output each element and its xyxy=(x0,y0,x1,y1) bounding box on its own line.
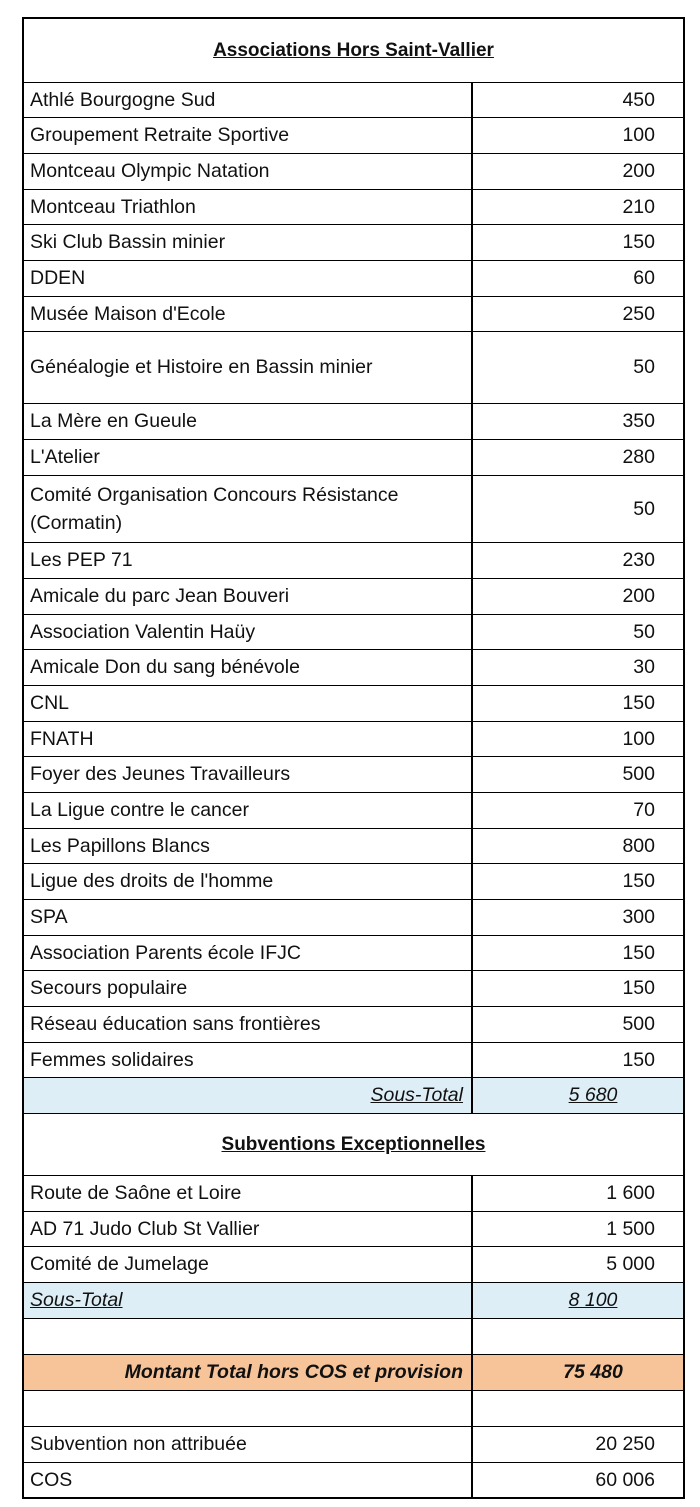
section-header-row xyxy=(24,19,683,82)
subtotal-label xyxy=(24,1283,473,1318)
association-name: Athlé Bourgogne Sud xyxy=(24,83,473,117)
empty-cell xyxy=(473,1319,683,1354)
line-name: COS xyxy=(24,1463,473,1497)
table-row xyxy=(24,1175,683,1211)
amount: 210 xyxy=(622,195,655,218)
amount: 1 600 xyxy=(606,1182,655,1204)
association-name: Association Parents école IFJC xyxy=(24,936,473,970)
association-name: Musée Maison d'Ecole xyxy=(24,297,473,331)
total-value xyxy=(473,1355,683,1390)
amount: 100 xyxy=(622,727,655,750)
association-name: Amicale du parc Jean Bouveri xyxy=(24,579,473,614)
subtotal-label-text: Sous-Total xyxy=(370,1084,463,1106)
association-name: Les PEP 71 xyxy=(24,543,473,578)
association-name: Généalogie et Histoire en Bassin minier xyxy=(24,332,473,403)
subtotal-value xyxy=(473,1078,683,1113)
subtotal-row-exceptional xyxy=(24,1282,683,1318)
table-row xyxy=(24,685,683,721)
association-name: Association Valentin Haüy xyxy=(24,615,473,649)
total-value-text: 75 480 xyxy=(563,1361,623,1383)
subtotal-row-associations xyxy=(24,1077,683,1113)
table-row xyxy=(24,721,683,756)
association-name: Amicale Don du sang bénévole xyxy=(24,650,473,685)
table-row xyxy=(24,82,683,117)
empty-cell xyxy=(24,1391,473,1426)
amount: 200 xyxy=(622,585,655,607)
association-name: DDEN xyxy=(24,261,473,296)
amount: 200 xyxy=(622,160,655,182)
table-row xyxy=(24,260,683,296)
section-title-associations: Associations Hors Saint-Vallier xyxy=(213,39,494,61)
amount: 20 250 xyxy=(595,1433,655,1455)
table-row xyxy=(24,331,683,403)
table-row xyxy=(24,1006,683,1042)
amount: 500 xyxy=(622,763,655,785)
empty-cell xyxy=(24,1319,473,1354)
table-row xyxy=(24,296,683,331)
table-row xyxy=(24,189,683,224)
amount: 5 000 xyxy=(606,1253,655,1275)
amount: 450 xyxy=(622,88,655,111)
association-name: Réseau éducation sans frontières xyxy=(24,1007,473,1042)
empty-row xyxy=(24,1390,683,1426)
association-name: Secours populaire xyxy=(24,971,473,1006)
association-name: La Ligue contre le cancer xyxy=(24,793,473,828)
association-name: Foyer des Jeunes Travailleurs xyxy=(24,757,473,792)
association-name: Comité Organisation Concours Résistance (Cormatin) xyxy=(24,476,473,542)
table-row xyxy=(24,1246,683,1282)
amount: 150 xyxy=(622,692,655,714)
subtotal-value-text: 5 680 xyxy=(568,1084,618,1106)
amount: 60 006 xyxy=(595,1468,655,1491)
amount: 50 xyxy=(633,620,655,643)
amount: 800 xyxy=(622,834,655,857)
association-name: Ski Club Bassin minier xyxy=(24,225,473,260)
table-row xyxy=(24,153,683,189)
table-row xyxy=(24,792,683,828)
table-row xyxy=(24,1211,683,1246)
table-row xyxy=(24,578,683,614)
association-name: Femmes solidaires xyxy=(24,1043,473,1077)
amount: 500 xyxy=(622,1013,655,1035)
amount: 150 xyxy=(622,977,655,999)
amount: 1 500 xyxy=(606,1217,655,1240)
section-header-row xyxy=(24,1113,683,1175)
amount: 150 xyxy=(622,941,655,964)
table-row xyxy=(24,1042,683,1077)
table-row xyxy=(24,1426,683,1462)
table-row xyxy=(24,403,683,439)
association-name: Ligue des droits de l'homme xyxy=(24,864,473,899)
table-row xyxy=(24,224,683,260)
table-row xyxy=(24,863,683,899)
total-row xyxy=(24,1354,683,1390)
amount: 350 xyxy=(622,410,655,432)
association-name: Montceau Triathlon xyxy=(24,190,473,224)
association-name: Les Papillons Blancs xyxy=(24,829,473,863)
association-name: Montceau Olympic Natation xyxy=(24,154,473,189)
empty-cell xyxy=(473,1391,683,1426)
subtotal-label-text: Sous-Total xyxy=(30,1289,123,1311)
empty-row xyxy=(24,1318,683,1354)
association-name: SPA xyxy=(24,900,473,935)
table-row xyxy=(24,756,683,792)
subsidies-table xyxy=(22,17,685,1499)
amount: 300 xyxy=(622,906,655,928)
association-name: FNATH xyxy=(24,722,473,756)
table-row xyxy=(24,649,683,685)
amount: 250 xyxy=(622,302,655,325)
association-name: La Mère en Gueule xyxy=(24,404,473,439)
table-row xyxy=(24,828,683,863)
table-row xyxy=(24,935,683,970)
amount: 150 xyxy=(622,870,655,892)
amount: 30 xyxy=(633,656,655,678)
amount: 150 xyxy=(622,231,655,253)
association-name: L'Atelier xyxy=(24,440,473,475)
subtotal-value-text: 8 100 xyxy=(568,1289,618,1311)
table-row xyxy=(24,542,683,578)
subtotal-label xyxy=(24,1078,473,1113)
subsidy-name: Route de Saône et Loire xyxy=(24,1176,473,1211)
total-label xyxy=(24,1355,473,1390)
table-row xyxy=(24,970,683,1006)
amount: 100 xyxy=(622,124,655,146)
amount: 70 xyxy=(633,799,655,821)
subtotal-value xyxy=(473,1283,683,1318)
table-row xyxy=(24,117,683,153)
line-name: Subvention non attribuée xyxy=(24,1427,473,1462)
total-label-text: Montant Total hors COS et provision xyxy=(124,1361,463,1383)
association-name: CNL xyxy=(24,686,473,721)
table-row xyxy=(24,475,683,542)
amount: 60 xyxy=(633,267,655,289)
table-row xyxy=(24,899,683,935)
amount: 230 xyxy=(622,549,655,571)
amount: 50 xyxy=(633,497,655,520)
table-row xyxy=(24,1462,683,1497)
association-name: Groupement Retraite Sportive xyxy=(24,118,473,153)
amount: 150 xyxy=(622,1048,655,1071)
table-row xyxy=(24,614,683,649)
subsidy-name: AD 71 Judo Club St Vallier xyxy=(24,1212,473,1246)
table-row xyxy=(24,439,683,475)
subsidy-name: Comité de Jumelage xyxy=(24,1247,473,1282)
amount: 50 xyxy=(633,356,655,378)
amount: 280 xyxy=(622,446,655,468)
section-title-exceptional: Subventions Exceptionnelles xyxy=(221,1133,486,1155)
